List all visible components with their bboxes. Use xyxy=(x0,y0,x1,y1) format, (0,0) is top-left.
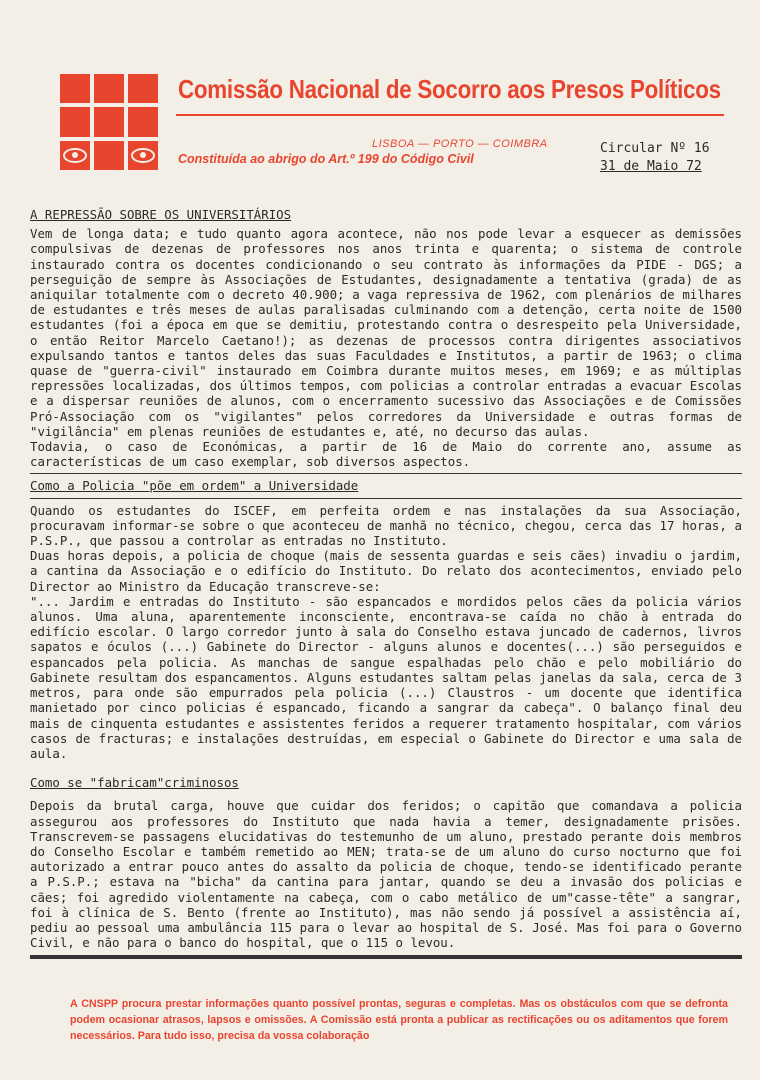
circular-number: Circular Nº 16 xyxy=(600,141,710,156)
heading-divider xyxy=(30,498,742,499)
section-divider xyxy=(30,473,742,474)
logo-square xyxy=(60,107,90,136)
header-rule xyxy=(176,114,724,116)
logo-square xyxy=(94,141,124,170)
paragraph: Todavia, o caso de Económicas, a partir de 16 de Maio do corrente ano, assume as características de um caso exemplar, sob diversos aspectos. xyxy=(30,439,742,470)
legal-subtitle: Constituída ao abrigo do Art.º 199 do Código Civil xyxy=(178,152,474,166)
logo-eye-icon xyxy=(128,141,158,170)
paragraph: Depois da brutal carga, houve que cuidar dos feridos; o capitão que comandava a policia assegurou aos professores do Instituto que nada havia a temer, designadamente prisões. Transcrevem-se passagens elucidativas do testemunho de um aluno, prestado perante dois membros do Conselho Escolar e também remetido ao MEN; trata-se de um aluno do curso nocturno que foi autorizado a entrar pouco antes do assalto da policia de choque, tendo-se identificado perante a P.S.P.; estava na "bicha" da cantina para jantar, quando se deu a invasão dos policias e cães; foi agredido violentamente na cabeça, com o cabo metálico de um"casse-tête" a sangrar, foi à clínica de S. Bento (frente ao Instituto), mas não sendo já possível a assistência aí, pediu ao pessoal uma ambulância 115 para o levar ao hospital de S. José. Mas foi para o Governo Civil, e não para o banco do hospital, que o 115 o levou. xyxy=(30,798,742,951)
circular-date: 31 de Maio 72 xyxy=(600,159,702,174)
paragraph: "... Jardim e entradas do Instituto - são espancados e mordidos pelos cães da policia vários alunos. Uma aluna, aparentemente inconsciente, encontrava-se caída no chão à entrada do edifício escolar. O largo corredor junto à sala do Conselho estava juncado de cadernos, livros sapatos e óculos (...) Gabinete do Director - alguns alunos e docentes(...) são perseguidos e espancados pela policia. As manchas de sangue espalhadas pelo chão e pelo mobiliário do Gabinete resultam dos espancamentos. Alguns estudantes saltam pelas janelas da sala, cerca de 3 metros, para onde são empurrados pela policia (...) Claustros - um docente que identifica manietado por cinco policias é espancado, ficando a sangrar da cabeça". O balanço final deu mais de cinquenta estudantes e assistentes feridos a requerer tratamento hospitalar, com vários casos de fracturas; e instalações destruídas, em especial o Gabinete do Director e uma sala de aula. xyxy=(30,593,742,761)
logo-square xyxy=(128,74,158,103)
section-text xyxy=(30,798,742,950)
organization-title: Comissão Nacional de Socorro aos Presos Políticos xyxy=(178,74,721,104)
logo-square xyxy=(94,107,124,136)
paragraph: Quando os estudantes do ISCEF, em perfeita ordem e nas instalações da sua Associação, procuravam informar-se sobre o que aconteceu de manhã no técnico, chegou, cerca das 17 horas, a P.S.P., que passou a controlar as entradas no Instituto. xyxy=(30,502,742,549)
logo-square xyxy=(60,74,90,103)
document-body xyxy=(30,203,742,967)
paragraph: Vem de longa data; e tudo quanto agora acontece, não nos pode levar a esquecer as demissões compulsivas de dezenas de professores nos anos trinta e quarenta; o sistema de controle instaurado contra os docentes condicionando o seu contrato às informações da PIDE - DGS; a perseguição de sempre às Associações de Estudantes, designadamente a tentativa (grada) de as aniquilar totalmente com o decreto 40.900; a vaga repressiva de 1962, com plenários de milhares de estudantes e três meses de aulas paralisadas culminando com a detenção, certa noite de 1500 estudantes (foi a época em que se demitiu, protestando contra o desrespeito pela Universidade, o então Reitor Marcelo Caetano!); as dezenas de processos contra dirigentes associativos expulsando tantos e tantos deles das suas Faculdades e Institutos, a partir de 1963; o clima quase de "guerra-civil" instaurado em Coimbra durante muitos meses, em 1969; e as múltiplas repressões localizadas, dos últimos tempos, com policias a controlar entradas a evacuar Escolas e a dispersar reuniões de alunos, com o encerramento sucessivo das Associações e de Comissões Pró-Associação com os "vigilantes" pelos corredores da Universidade e outras formas de "vigilância" em plenas reuniões de estudantes e, até, no decurso das aulas. xyxy=(30,226,742,439)
logo-eye-icon xyxy=(60,141,90,170)
paragraph: Duas horas depois, a policia de choque (mais de sessenta guardas e seis cães) invadiu o jardim, a cantina da Associação e o edifício do Instituto. Do relato dos acontecimentos, enviado pelo Director ao Ministro da Educação transcreve-se: xyxy=(30,548,742,594)
logo-square xyxy=(94,74,124,103)
logo-square xyxy=(128,107,158,136)
cities-line: LISBOA — PORTO — COIMBRA xyxy=(372,138,548,150)
section-heading: Como se "fabricam"criminosos xyxy=(30,775,239,791)
section-text xyxy=(30,503,742,761)
section-heading: A REPRESSÃO SOBRE OS UNIVERSITÁRIOS xyxy=(30,207,292,222)
cnspp-logo xyxy=(60,74,158,170)
footer-note: A CNSPP procura prestar informações quanto possível prontas, seguras e completas. Mas os obstáculos com que se defronta podem ocasionar atrasos, lapsos e omissões. A Comissão está pronta a publicar as rectificações ou os aditamentos que forem necessários. Para tudo isso, precisa da vossa colaboração xyxy=(70,998,728,1042)
section-heading: Como a Policia "põe em ordem" a Universidade xyxy=(30,478,359,494)
circular-info xyxy=(600,140,710,176)
footer-divider xyxy=(30,955,742,959)
section-text xyxy=(30,226,742,469)
